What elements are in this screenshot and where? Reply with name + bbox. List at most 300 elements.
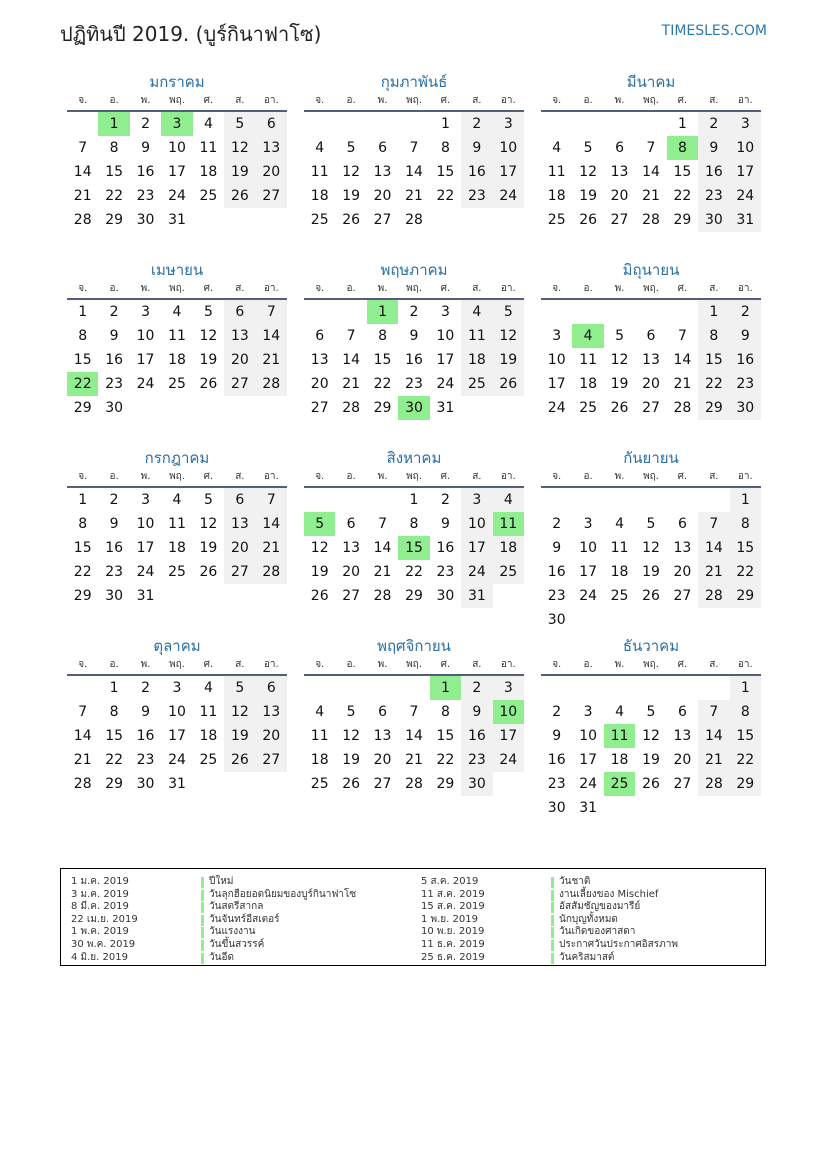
day-cell: 24	[547, 400, 566, 416]
day-grid	[304, 112, 524, 232]
weekday-label: ส.	[709, 95, 719, 106]
day-cell: 17	[547, 376, 566, 392]
day-cell: 14	[698, 724, 729, 748]
legend-holiday-name: ปีใหม่	[209, 876, 234, 887]
empty-cell	[698, 676, 729, 700]
day-cell: 16	[136, 728, 155, 744]
day-cell: 25	[168, 376, 186, 392]
day-cell: 21	[405, 188, 423, 204]
day-cell: 19	[199, 540, 218, 556]
day-cell: 15	[105, 728, 124, 744]
day-cell: 5	[646, 704, 656, 720]
weekday-label: อ.	[109, 283, 119, 294]
day-cell: 14	[405, 728, 423, 744]
day-cell: 8	[409, 516, 419, 532]
day-cell: 31	[168, 212, 186, 228]
legend-marker	[201, 915, 204, 926]
legend-holiday-name: วันแรงงาน	[209, 926, 256, 938]
weekday-label: ศ.	[203, 659, 214, 670]
holiday-day-cell: 1	[367, 300, 398, 324]
day-cell: 6	[615, 140, 625, 156]
day-cell: 2	[109, 304, 119, 320]
day-cell: 27	[224, 372, 255, 396]
day-cell: 18	[199, 164, 218, 180]
day-cell: 6	[224, 488, 255, 512]
legend-row	[421, 889, 761, 902]
day-cell: 11	[610, 540, 629, 556]
day-cell: 2	[552, 704, 562, 720]
day-cell: 26	[642, 588, 660, 604]
day-cell: 9	[440, 516, 450, 532]
day-cell: 8	[440, 704, 450, 720]
day-cell: 5	[615, 328, 625, 344]
day-cell: 25	[310, 776, 329, 792]
empty-cell	[541, 112, 572, 136]
empty-cell	[604, 488, 635, 512]
month-block	[541, 634, 761, 822]
legend-column	[421, 876, 761, 964]
empty-cell	[367, 676, 398, 700]
weekday-label: จ.	[315, 659, 325, 670]
day-cell: 1	[677, 116, 687, 132]
day-cell: 17	[436, 352, 455, 368]
month-name: มกราคม	[149, 73, 205, 91]
weekday-label: ศ.	[203, 95, 214, 106]
empty-cell	[635, 112, 666, 136]
day-cell: 22	[730, 560, 761, 584]
weekday-label: ส.	[709, 659, 719, 670]
day-cell: 2	[552, 516, 562, 532]
day-cell: 20	[642, 376, 660, 392]
empty-cell	[304, 300, 335, 324]
legend-marker	[551, 927, 554, 938]
weekday-label: อ.	[346, 283, 356, 294]
day-cell: 14	[405, 164, 423, 180]
day-cell: 21	[73, 752, 92, 768]
legend-holiday-name: วันจันทร์อีสเตอร์	[209, 913, 280, 925]
weekday-label: ส.	[235, 659, 245, 670]
day-cell: 24	[461, 560, 492, 584]
day-cell: 22	[405, 564, 423, 580]
empty-cell	[335, 488, 366, 512]
weekday-label: จ.	[552, 95, 562, 106]
day-cell: 4	[615, 516, 625, 532]
legend-holiday-name: งานเลี้ยงของ Mischief	[559, 888, 659, 900]
weekday-label: อา.	[263, 659, 279, 670]
day-cell: 7	[256, 300, 287, 324]
day-cell: 7	[698, 700, 729, 724]
day-cell: 22	[436, 752, 455, 768]
day-cell: 25	[199, 188, 218, 204]
day-cell: 30	[698, 208, 729, 232]
day-cell: 5	[346, 704, 356, 720]
weekday-label: พฤ.	[643, 283, 659, 294]
day-cell: 24	[136, 376, 155, 392]
day-cell: 26	[493, 372, 524, 396]
day-cell: 7	[698, 512, 729, 536]
legend-holiday-name: วันขึ้นสวรรค์	[209, 938, 265, 950]
weekday-label: อา.	[500, 283, 516, 294]
empty-cell	[572, 300, 603, 324]
day-cell: 28	[256, 560, 287, 584]
day-cell: 23	[436, 564, 455, 580]
day-cell: 21	[256, 348, 287, 372]
weekday-label: พฤ.	[169, 659, 185, 670]
weekday-label: ศ.	[677, 95, 688, 106]
weekday-label: ส.	[235, 471, 245, 482]
legend-marker	[551, 890, 554, 901]
weekday-label: ส.	[235, 95, 245, 106]
holiday-day-cell: 10	[493, 700, 524, 724]
empty-cell	[304, 488, 335, 512]
day-cell: 17	[493, 724, 524, 748]
empty-cell	[67, 112, 98, 136]
month-block	[67, 70, 287, 258]
day-cell: 29	[673, 212, 692, 228]
legend-row	[71, 876, 411, 889]
weekday-label: อ.	[109, 471, 119, 482]
day-cell: 10	[136, 516, 155, 532]
empty-cell	[304, 676, 335, 700]
day-cell: 12	[224, 700, 255, 724]
weekday-label: พ.	[377, 659, 388, 670]
day-cell: 14	[373, 540, 392, 556]
month-block	[304, 70, 524, 258]
month-block	[541, 446, 761, 634]
holiday-day-cell: 25	[604, 772, 635, 796]
day-cell: 2	[440, 492, 450, 508]
day-cell: 29	[373, 400, 392, 416]
legend-row	[421, 901, 761, 914]
day-cell: 28	[698, 772, 729, 796]
empty-cell	[604, 112, 635, 136]
day-cell: 21	[73, 188, 92, 204]
day-cell: 24	[579, 776, 598, 792]
weekday-label: อา.	[263, 283, 279, 294]
day-cell: 24	[436, 376, 455, 392]
day-cell: 12	[642, 728, 660, 744]
day-cell: 27	[256, 184, 287, 208]
day-cell: 7	[677, 328, 687, 344]
day-cell: 27	[373, 212, 392, 228]
holiday-day-cell: 3	[161, 112, 192, 136]
legend-marker	[201, 940, 204, 951]
weekday-label: ส.	[472, 95, 482, 106]
day-cell: 14	[642, 164, 660, 180]
month-name: กันยายน	[623, 449, 679, 467]
day-cell: 5	[224, 112, 255, 136]
weekday-label: จ.	[315, 95, 325, 106]
legend-marker	[201, 927, 204, 938]
day-cell: 28	[342, 400, 361, 416]
weekday-header	[304, 470, 524, 488]
day-cell: 2	[141, 680, 151, 696]
weekday-label: อ.	[346, 471, 356, 482]
day-cell: 1	[698, 300, 729, 324]
weekday-label: พ.	[614, 283, 625, 294]
day-cell: 11	[199, 704, 218, 720]
day-cell: 23	[136, 752, 155, 768]
day-cell: 12	[199, 516, 218, 532]
legend-marker	[551, 902, 554, 913]
day-cell: 22	[698, 372, 729, 396]
empty-cell	[541, 676, 572, 700]
empty-cell	[604, 300, 635, 324]
day-cell: 1	[730, 676, 761, 700]
day-cell: 12	[199, 328, 218, 344]
day-cell: 8	[440, 140, 450, 156]
weekday-label: ส.	[709, 283, 719, 294]
day-cell: 5	[583, 140, 593, 156]
weekday-label: พ.	[377, 283, 388, 294]
day-cell: 4	[172, 304, 182, 320]
day-cell: 9	[552, 540, 562, 556]
day-cell: 24	[493, 748, 524, 772]
day-cell: 29	[105, 776, 124, 792]
legend-row	[421, 939, 761, 952]
day-cell: 11	[310, 728, 329, 744]
day-cell: 15	[673, 164, 692, 180]
day-cell: 12	[579, 164, 598, 180]
month-name: มีนาคม	[626, 73, 676, 91]
empty-cell	[635, 676, 666, 700]
day-grid	[67, 300, 287, 420]
day-cell: 11	[168, 328, 186, 344]
legend-row	[71, 952, 411, 965]
day-cell: 4	[615, 704, 625, 720]
day-cell: 5	[203, 492, 213, 508]
day-cell: 6	[378, 704, 388, 720]
weekday-label: จ.	[552, 283, 562, 294]
day-cell: 10	[730, 136, 761, 160]
day-cell: 12	[342, 728, 361, 744]
day-cell: 6	[346, 516, 356, 532]
day-cell: 22	[673, 188, 692, 204]
day-cell: 17	[461, 536, 492, 560]
day-cell: 6	[224, 300, 255, 324]
legend-row	[71, 914, 411, 927]
month-block	[304, 258, 524, 446]
weekday-label: ส.	[235, 283, 245, 294]
day-cell: 24	[579, 588, 598, 604]
day-cell: 10	[136, 328, 155, 344]
empty-cell	[398, 112, 429, 136]
month-block	[304, 446, 524, 634]
weekday-label: พฤ.	[406, 283, 422, 294]
legend-holiday-name: อัสสัมชัญของมารีย์	[559, 901, 641, 913]
day-cell: 3	[730, 112, 761, 136]
day-cell: 23	[105, 376, 124, 392]
day-cell: 10	[579, 540, 598, 556]
day-cell: 13	[256, 136, 287, 160]
weekday-label: อา.	[500, 471, 516, 482]
day-cell: 16	[136, 164, 155, 180]
weekday-label: จ.	[78, 659, 88, 670]
day-cell: 21	[342, 376, 361, 392]
legend-row	[421, 876, 761, 889]
legend-date: 1 ม.ค. 2019	[71, 876, 129, 887]
weekday-label: พ.	[614, 471, 625, 482]
site-link[interactable]: TIMESLES.COM	[661, 23, 767, 39]
day-cell: 26	[310, 588, 329, 604]
day-cell: 28	[642, 212, 660, 228]
day-cell: 19	[310, 564, 329, 580]
legend-date: 3 ม.ค. 2019	[71, 888, 129, 900]
day-cell: 25	[547, 212, 566, 228]
day-cell: 25	[168, 564, 186, 580]
day-cell: 26	[199, 564, 218, 580]
day-cell: 23	[461, 748, 492, 772]
day-cell: 6	[256, 112, 287, 136]
day-cell: 6	[378, 140, 388, 156]
day-cell: 28	[373, 588, 392, 604]
day-cell: 13	[224, 324, 255, 348]
day-cell: 10	[547, 352, 566, 368]
day-cell: 8	[730, 700, 761, 724]
day-cell: 14	[698, 536, 729, 560]
day-cell: 20	[224, 348, 255, 372]
day-cell: 27	[673, 776, 692, 792]
day-cell: 21	[698, 748, 729, 772]
day-cell: 19	[642, 752, 660, 768]
day-cell: 9	[552, 728, 562, 744]
day-cell: 2	[141, 116, 151, 132]
legend-marker	[551, 953, 554, 964]
legend-row	[71, 889, 411, 902]
weekday-label: พ.	[614, 95, 625, 106]
legend-date: 8 มี.ค. 2019	[71, 901, 129, 913]
day-cell: 13	[373, 164, 392, 180]
day-cell: 20	[224, 536, 255, 560]
day-cell: 21	[642, 188, 660, 204]
day-cell: 24	[493, 184, 524, 208]
holiday-day-cell: 8	[667, 136, 698, 160]
weekday-label: ศ.	[203, 283, 214, 294]
legend-date: 1 พ.ย. 2019	[421, 913, 478, 925]
day-cell: 27	[224, 560, 255, 584]
weekday-header	[67, 658, 287, 676]
day-cell: 8	[698, 324, 729, 348]
day-cell: 30	[136, 776, 155, 792]
day-cell: 13	[673, 540, 692, 556]
empty-cell	[367, 488, 398, 512]
month-name: กรกฎาคม	[144, 449, 210, 467]
weekday-label: พ.	[614, 659, 625, 670]
day-cell: 31	[730, 208, 761, 232]
day-cell: 23	[547, 776, 566, 792]
day-cell: 14	[342, 352, 361, 368]
empty-cell	[667, 300, 698, 324]
day-cell: 30	[105, 400, 124, 416]
day-cell: 10	[168, 140, 186, 156]
weekday-label: พฤ.	[643, 659, 659, 670]
day-cell: 3	[552, 328, 562, 344]
day-cell: 10	[461, 512, 492, 536]
day-cell: 16	[105, 540, 124, 556]
day-cell: 18	[199, 728, 218, 744]
day-cell: 2	[409, 304, 419, 320]
day-cell: 22	[105, 752, 124, 768]
day-cell: 12	[224, 136, 255, 160]
day-cell: 12	[310, 540, 329, 556]
day-cell: 13	[673, 728, 692, 744]
day-cell: 9	[461, 136, 492, 160]
day-cell: 16	[547, 564, 566, 580]
empty-cell	[367, 112, 398, 136]
day-cell: 16	[461, 160, 492, 184]
day-cell: 31	[168, 776, 186, 792]
legend-date: 11 ส.ค. 2019	[421, 888, 485, 900]
day-cell: 30	[730, 396, 761, 420]
holiday-day-cell: 1	[98, 112, 129, 136]
weekday-label: จ.	[78, 95, 88, 106]
day-cell: 16	[730, 348, 761, 372]
day-cell: 2	[461, 676, 492, 700]
day-cell: 7	[78, 704, 88, 720]
weekday-header	[67, 470, 287, 488]
day-cell: 16	[461, 724, 492, 748]
day-cell: 3	[141, 304, 151, 320]
day-cell: 22	[436, 188, 455, 204]
legend-holiday-name: วันคริสมาสต์	[559, 951, 615, 963]
month-name: พฤษภาคม	[380, 261, 448, 279]
day-cell: 15	[73, 540, 92, 556]
day-cell: 17	[730, 160, 761, 184]
weekday-header	[67, 282, 287, 300]
month-block	[304, 634, 524, 822]
weekday-header	[304, 94, 524, 112]
day-cell: 9	[109, 328, 119, 344]
day-grid	[304, 488, 524, 608]
weekday-label: ศ.	[440, 471, 451, 482]
day-cell: 15	[105, 164, 124, 180]
day-cell: 22	[373, 376, 392, 392]
day-cell: 4	[493, 488, 524, 512]
holiday-legend	[60, 868, 766, 966]
day-cell: 3	[493, 112, 524, 136]
weekday-header	[541, 94, 761, 112]
day-cell: 24	[168, 752, 186, 768]
day-cell: 20	[256, 160, 287, 184]
weekday-label: พฤ.	[406, 471, 422, 482]
month-name: มิถุนายน	[622, 261, 680, 279]
day-cell: 9	[698, 136, 729, 160]
day-cell: 18	[610, 752, 629, 768]
day-cell: 18	[610, 564, 629, 580]
empty-cell	[635, 488, 666, 512]
day-cell: 27	[373, 776, 392, 792]
empty-cell	[541, 300, 572, 324]
empty-cell	[604, 676, 635, 700]
day-cell: 30	[461, 772, 492, 796]
day-cell: 28	[405, 212, 423, 228]
month-block	[541, 70, 761, 258]
day-cell: 12	[342, 164, 361, 180]
day-cell: 19	[579, 188, 598, 204]
day-cell: 10	[436, 328, 455, 344]
weekday-label: พฤ.	[169, 471, 185, 482]
weekday-label: พฤ.	[643, 471, 659, 482]
day-cell: 10	[168, 704, 186, 720]
day-cell: 3	[141, 492, 151, 508]
day-cell: 7	[409, 140, 419, 156]
holiday-day-cell: 5	[304, 512, 335, 536]
weekday-label: ส.	[709, 471, 719, 482]
day-cell: 27	[310, 400, 329, 416]
day-cell: 15	[730, 536, 761, 560]
day-cell: 24	[136, 564, 155, 580]
weekday-label: ศ.	[203, 471, 214, 482]
